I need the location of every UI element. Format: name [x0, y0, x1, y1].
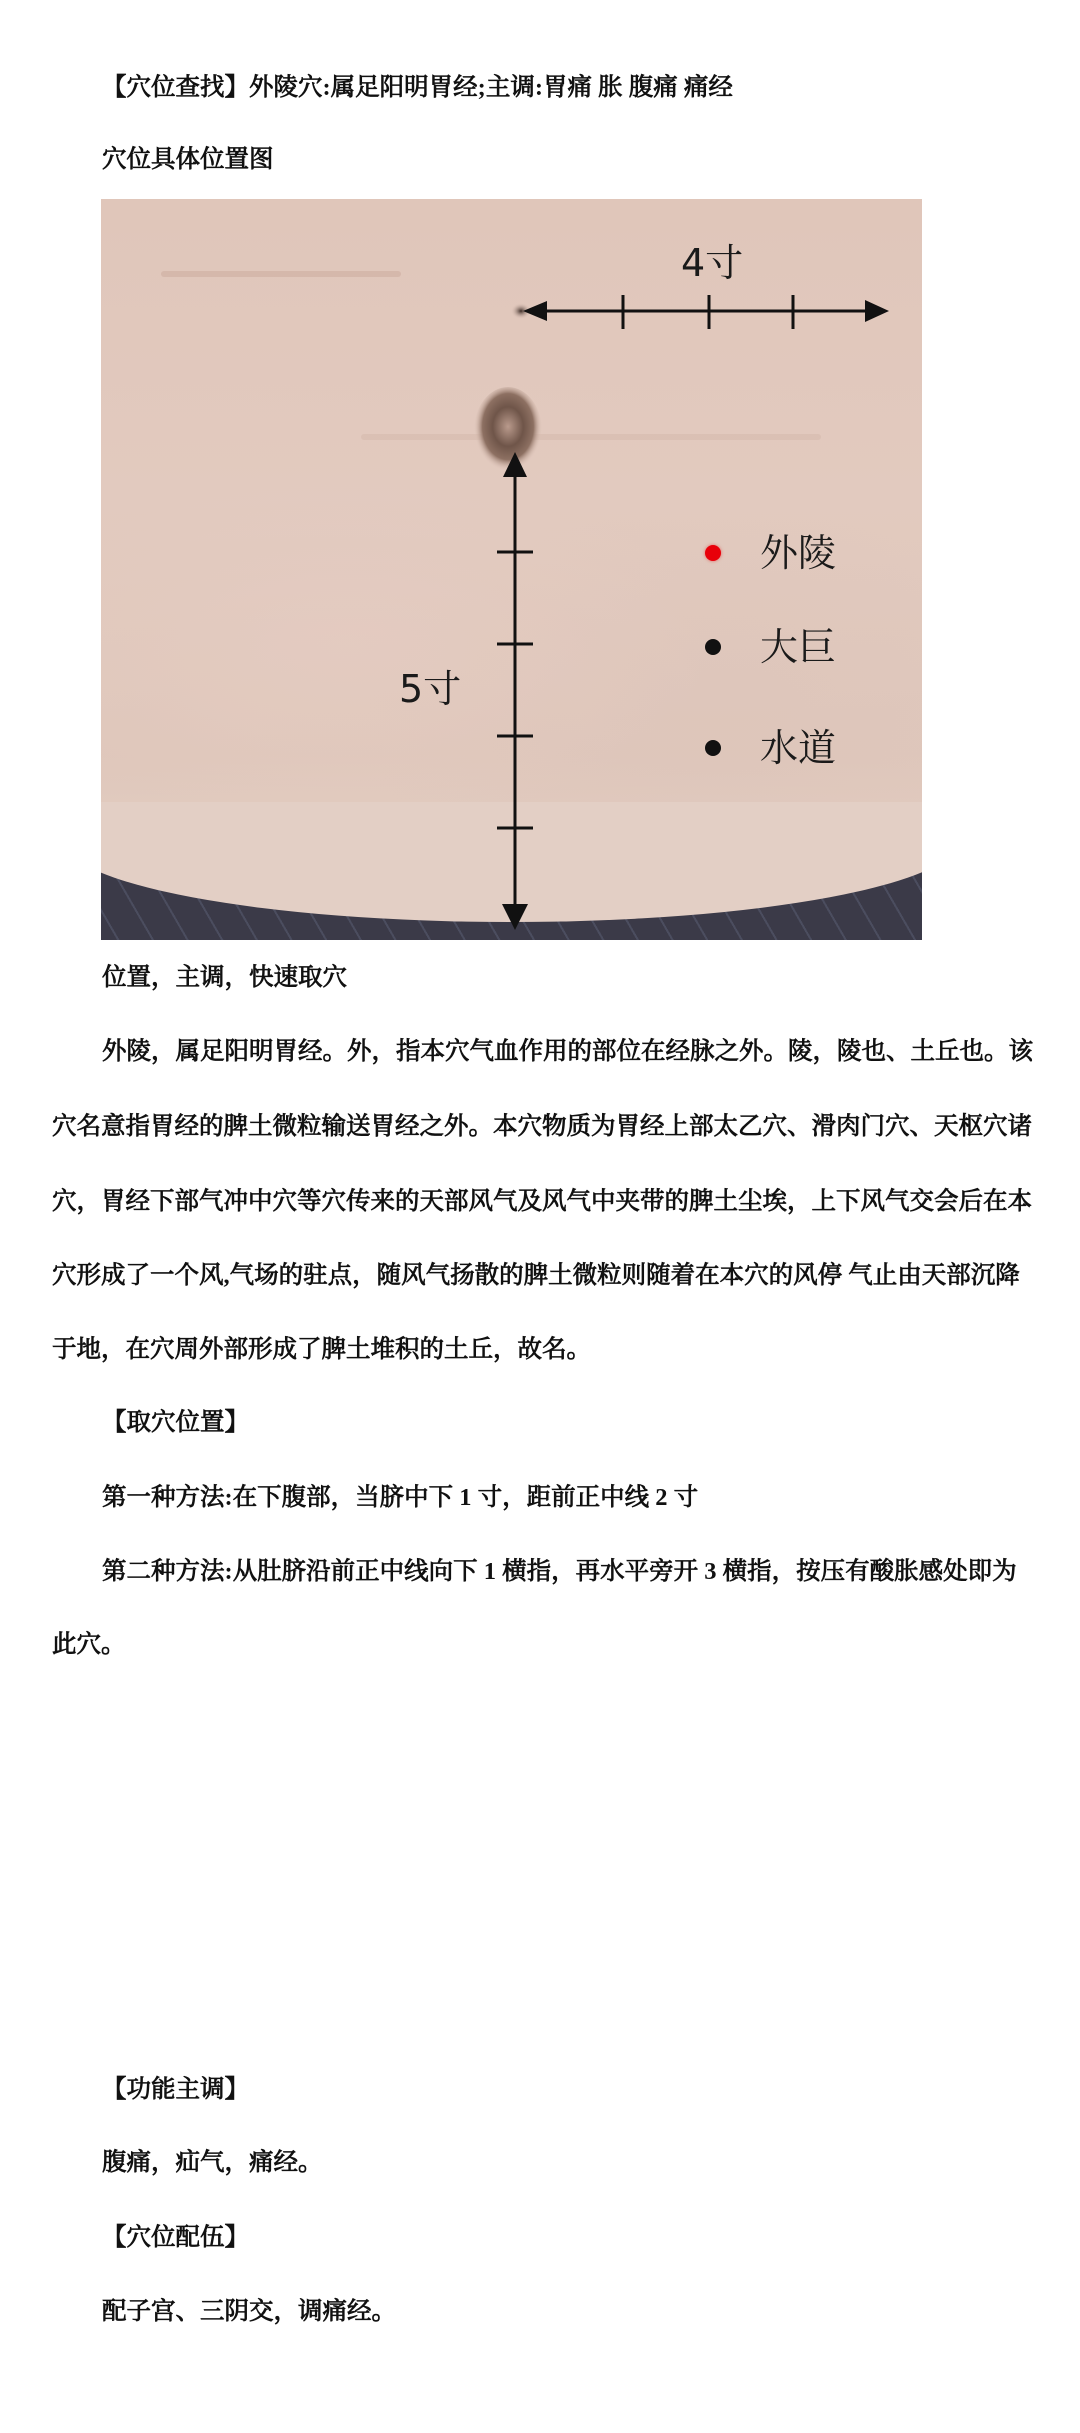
point-label-daju: 大巨 — [760, 625, 837, 669]
figure-caption: 位置，主调，快速取穴 — [102, 964, 347, 991]
point-label-shuidao: 水道 — [760, 726, 837, 770]
location-heading: 【取穴位置】 — [102, 1409, 249, 1436]
acupoint-location-figure — [101, 199, 922, 940]
navel — [474, 387, 542, 475]
vertical-5cun-arrow — [497, 452, 533, 930]
description-line: 穴名意指胃经的脾土微粒输送胃经之外。本穴物质为胃经上部太乙穴、滑肉门穴、天枢穴诸 — [52, 1113, 1032, 1140]
description-line: 外陵，属足阳明胃经。外，指本穴气血作用的部位在经脉之外。陵，陵也、土丘也。该 — [102, 1038, 1033, 1065]
function-text: 腹痛，疝气，痛经。 — [102, 2149, 323, 2176]
wailing-point-dot — [705, 545, 721, 561]
description-line: 于地，在穴周外部形成了脾土堆积的土丘，故名。 — [52, 1336, 591, 1363]
combination-heading: 【穴位配伍】 — [102, 2224, 249, 2251]
point-label-wailing: 外陵 — [760, 531, 837, 575]
combination-text: 配子宫、三阴交，调痛经。 — [102, 2298, 396, 2325]
shuidao-point-dot — [705, 740, 721, 756]
function-heading: 【功能主调】 — [102, 2076, 249, 2103]
location-method-1: 第一种方法:在下腹部，当脐中下 1 寸，距前正中线 2 寸 — [102, 1484, 699, 1511]
horizontal-4cun-arrow — [523, 295, 889, 329]
horizontal-measure-label: 4寸 — [681, 241, 744, 285]
page-title: 【穴位查找】外陵穴:属足阳明胃经;主调:胃痛 胀 腹痛 痛经 — [102, 74, 733, 101]
figure-heading: 穴位具体位置图 — [102, 146, 274, 173]
location-method-2: 第二种方法:从肚脐沿前正中线向下 1 横指，再水平旁开 3 横指，按压有酸胀感处即为 — [102, 1558, 1017, 1585]
daju-point-dot — [705, 639, 721, 655]
location-method-2-cont: 此穴。 — [52, 1631, 126, 1658]
description-line: 穴形成了一个风,气场的驻点，随风气扬散的脾土微粒则随着在本穴的风停 气止由天部沉降 — [52, 1262, 1020, 1289]
vertical-measure-label: 5寸 — [399, 667, 462, 711]
description-line: 穴，胃经下部气冲中穴等穴传来的天部风气及风气中夹带的脾土尘埃，上下风气交会后在本 — [52, 1188, 1032, 1215]
